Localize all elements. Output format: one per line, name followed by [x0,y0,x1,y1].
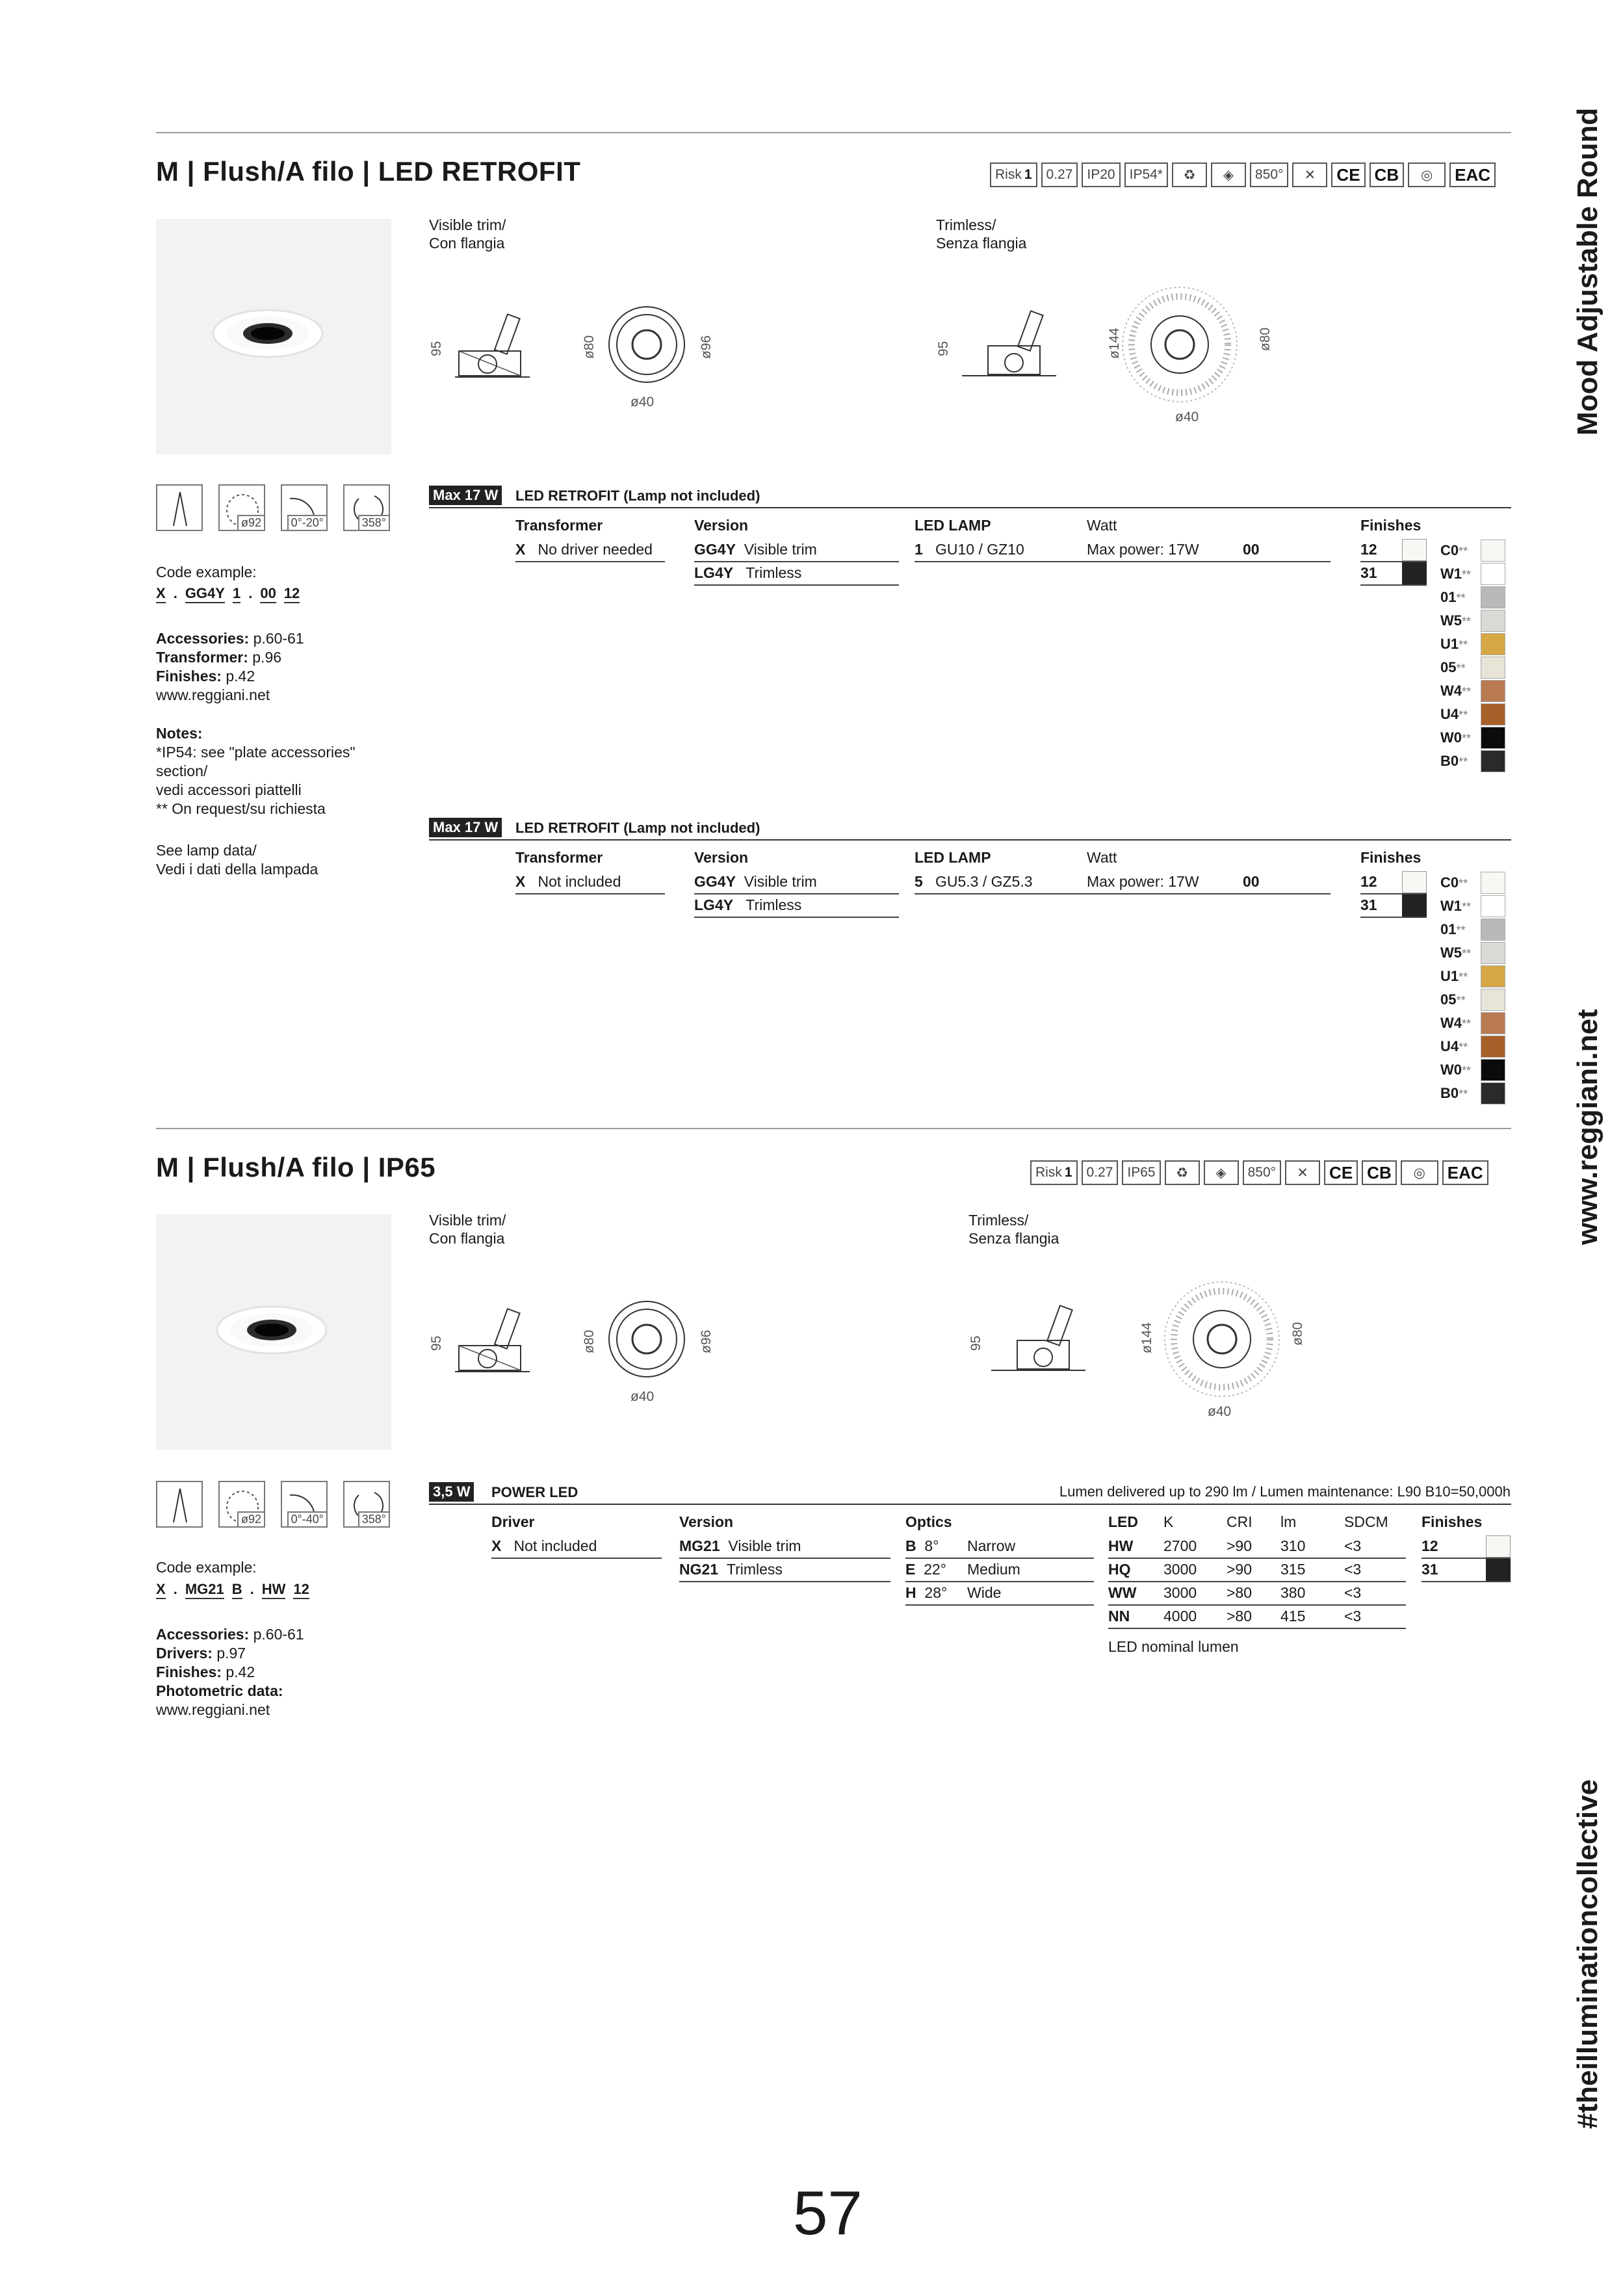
trimless-front-drawing [1118,283,1241,406]
t2-lamp: 5 GU5.3 / GZ5.3 [915,873,1033,890]
t3-led-0: HW [1108,1537,1134,1554]
finish-05: 05** [1440,656,1505,679]
t1-version-1: LG4Y Trimless [694,564,802,581]
finish-c0: C0** [1440,871,1505,894]
section1-top-rule [156,132,1511,133]
t2-h-finishes: Finishes [1360,849,1422,866]
rotation-icon: 358° [343,484,390,531]
finish-w5: W5** [1440,941,1505,965]
t3-h-version: Version [679,1513,734,1530]
t2-transformer: X Not included [515,873,621,890]
t2-h-version: Version [694,849,749,866]
dim-d80b: ø80 [1290,1322,1305,1346]
t3-h-k: K [1163,1513,1174,1530]
dim-d144: ø144 [1107,328,1122,359]
t3-led-3-cri: >80 [1227,1608,1253,1624]
sidebar-website: www.reggiani.net [1572,1009,1604,1245]
t3-led-0-cri: >90 [1227,1537,1253,1554]
table2-title: LED RETROFIT (Lamp not included) [515,820,760,836]
code-example-label: Code example: [156,1559,257,1576]
section1-lamp-data: See lamp data/ Vedi i dati della lampada [156,842,318,878]
section2-refs: Accessories: p.60-61 Drivers: p.97 Finishes: p.42 Photometric data: www.reggiani.net [156,1626,304,1718]
t3-led-line-2 [1108,1604,1406,1606]
code-example: X . MG21 B . HW 12 [156,1581,309,1599]
t3-led-2-cri: >80 [1227,1584,1253,1601]
t1-watt: Max power: 17W [1087,541,1199,558]
t3-led-3: NN [1108,1608,1130,1624]
sidebar-product-family: Mood Adjustable Round [1572,107,1604,436]
eac-mark: EAC [1449,163,1496,187]
t3-optic-0: B 8° [905,1537,939,1554]
t3-h-driver: Driver [491,1513,535,1530]
front-view-drawing [604,302,689,387]
t3-optic-2: H 28° [905,1584,948,1601]
risk-badge: Risk 1 [1030,1160,1078,1185]
safety-icon: ◎ [1401,1160,1438,1185]
t3-led-1: HQ [1108,1561,1131,1578]
t3-led-3-k: 4000 [1163,1608,1197,1624]
ip-badge: IP65 [1122,1160,1160,1185]
no-insulation-icon: ✕ [1292,163,1327,187]
eac-mark: EAC [1442,1160,1488,1185]
t2-lamp-line [915,893,1331,894]
t3-led-line-1 [1108,1581,1406,1582]
finish-01: 01** [1440,586,1505,609]
t2-finish-line-1 [1360,917,1427,918]
recycle-icon: ♻ [1172,163,1207,187]
t1-watt-code: 00 [1243,541,1260,558]
ce-mark: CE [1331,163,1365,187]
t1-h-watt: Watt [1087,517,1117,534]
t1-h-finishes: Finishes [1360,517,1422,534]
section2-product-photo [156,1214,391,1450]
t3-version-1: NG21 Trimless [679,1561,783,1578]
t3-led-0-sdcm: <3 [1344,1537,1362,1554]
table3-badge: 3,5 W [429,1482,474,1502]
t1-version-line-1 [694,584,899,586]
risk-badge: Risk 1 [990,163,1037,187]
t2-watt-code: 00 [1243,873,1260,890]
t3-optic-1: E 22° [905,1561,946,1578]
t2-finish-31: 31 [1360,896,1377,913]
t1-h-lamp: LED LAMP [915,517,991,534]
t1-swatch-white [1402,539,1427,561]
t2-version-0: GG4Y Visible trim [694,873,817,890]
ce-mark: CE [1324,1160,1358,1185]
t1-version-0: GG4Y Visible trim [694,541,817,558]
dim-d40: ø40 [630,395,655,410]
t3-led-3-lm: 415 [1280,1608,1306,1624]
section2-top-rule [156,1128,1511,1129]
trimless-label: Trimless/ Senza flangia [968,1212,1059,1247]
cb-mark: CB [1362,1160,1397,1185]
trimless-front-drawing [1160,1277,1284,1401]
page-number: 57 [793,2178,863,2248]
table2-rule [429,839,1511,841]
t3-h-finishes: Finishes [1422,1513,1483,1530]
t2-h-lamp: LED LAMP [915,849,991,866]
t3-optic-2-desc: Wide [967,1584,1002,1601]
tilt-icon: 0°-40° [281,1481,328,1528]
dim-height: 95 [429,341,444,356]
t3-version-0: MG21 Visible trim [679,1537,801,1554]
dim-d40b: ø40 [1208,1404,1232,1419]
t1-transformer: X No driver needed [515,541,653,558]
t3-swatch-black [1486,1559,1511,1581]
section1-cert-row [990,163,1496,187]
weight-badge: 0.27 [1041,163,1078,187]
dim-d144: ø144 [1139,1322,1154,1353]
tilt-icon: 0°-20° [281,484,328,531]
t3-led-1-k: 3000 [1163,1561,1197,1578]
t3-optic-line-1 [905,1581,1094,1582]
t1-lamp: 1 GU10 / GZ10 [915,541,1024,558]
lumen-note: Lumen delivered up to 290 lm / Lumen maintenance: L90 B10=50,000h [1059,1483,1511,1500]
t3-optic-0-desc: Narrow [967,1537,1016,1554]
t3-optic-line-0 [905,1558,1094,1559]
table1-title: LED RETROFIT (Lamp not included) [515,488,760,504]
t3-led-3-sdcm: <3 [1344,1608,1362,1624]
visible-trim-label: Visible trim/ Con flangia [429,1212,506,1247]
trimless-side-drawing [962,306,1059,380]
t3-swatch-white [1486,1535,1511,1558]
finishes-list-2 [1440,871,1505,1105]
dim-d80: ø80 [582,335,597,359]
section1-notes: Notes: *IP54: see "plate accessories" section/ vedi accessori piattelli ** On request/su richiesta [156,725,356,817]
finish-u1: U1** [1440,965,1505,988]
finish-01: 01** [1440,918,1505,941]
finish-w5: W5** [1440,609,1505,633]
finish-05: 05** [1440,988,1505,1011]
t3-led-1-cri: >90 [1227,1561,1253,1578]
t3-h-lm: lm [1280,1513,1297,1530]
finish-w1: W1** [1440,562,1505,586]
table1-rule [429,507,1511,508]
class-icon: ◈ [1204,1160,1239,1185]
t3-led-note: LED nominal lumen [1108,1638,1239,1655]
t3-led-2-sdcm: <3 [1344,1584,1362,1601]
t3-finish-12: 12 [1422,1537,1438,1554]
recycle-icon: ♻ [1165,1160,1200,1185]
t2-watt: Max power: 17W [1087,873,1199,890]
t3-finish-31: 31 [1422,1561,1438,1578]
t3-led-line-3 [1108,1628,1406,1629]
t2-swatch-white [1402,871,1427,893]
class-icon: ◈ [1211,163,1246,187]
t2-h-transformer: Transformer [515,849,603,866]
finish-w4: W4** [1440,679,1505,703]
table3-rule [429,1504,1511,1505]
downlight-photo-icon [156,219,391,454]
finish-u4: U4** [1440,1035,1505,1058]
t3-h-sdcm: SDCM [1344,1513,1388,1530]
finish-b0: B0** [1440,1082,1505,1105]
dim-d80b: ø80 [1258,327,1273,351]
visible-trim-label: Visible trim/ Con flangia [429,216,506,252]
code-example-label: Code example: [156,564,257,581]
dim-height-2: 95 [936,341,951,356]
t2-h-watt: Watt [1087,849,1117,866]
t3-led-1-lm: 315 [1280,1561,1306,1578]
side-view-drawing [448,1300,539,1375]
t1-lamp-line [915,561,1331,562]
t3-driver: X Not included [491,1537,597,1554]
cb-mark: CB [1370,163,1405,187]
t3-led-line-0 [1108,1558,1406,1559]
downlight-photo-icon [156,1214,391,1450]
table3-title: POWER LED [491,1484,578,1500]
trimless-side-drawing [991,1300,1089,1375]
section1-refs: Accessories: p.60-61 Transformer: p.96 Finishes: p.42 www.reggiani.net [156,630,304,703]
t3-led-2-lm: 380 [1280,1584,1306,1601]
t1-h-transformer: Transformer [515,517,603,534]
finishes-list-1 [1440,539,1505,773]
t3-led-1-sdcm: <3 [1344,1561,1362,1578]
no-insulation-icon: ✕ [1285,1160,1320,1185]
ip54-badge: IP54* [1124,163,1168,187]
t1-finish-31: 31 [1360,564,1377,581]
t3-version-line-0 [679,1558,890,1559]
temp-badge: 850° [1243,1160,1281,1185]
t3-optic-1-desc: Medium [967,1561,1020,1578]
finish-w0: W0** [1440,1058,1505,1082]
t2-transformer-line [515,893,665,894]
t1-finish-line-1 [1360,584,1427,586]
finish-u4: U4** [1440,703,1505,726]
t3-led-0-lm: 310 [1280,1537,1306,1554]
beam-diameter-icon: ø92 [218,484,265,531]
t2-version-1: LG4Y Trimless [694,896,802,913]
t2-finish-12: 12 [1360,873,1377,890]
finish-w0: W0** [1440,726,1505,750]
t1-transformer-line [515,561,665,562]
t1-swatch-black [1402,562,1427,584]
t2-version-line-1 [694,917,899,918]
t3-h-cri: CRI [1227,1513,1253,1530]
weight-badge: 0.27 [1082,1160,1119,1185]
t2-swatch-black [1402,894,1427,917]
beam-angle-icon [156,484,203,531]
t1-h-version: Version [694,517,749,534]
section2-title: M | Flush/A filo | IP65 [156,1152,436,1182]
dim-height-2: 95 [968,1335,983,1351]
side-view-drawing [448,306,539,380]
front-view-drawing [604,1297,689,1381]
t3-driver-line [491,1558,662,1559]
finish-w1: W1** [1440,894,1505,918]
section1-title: M | Flush/A filo | LED RETROFIT [156,156,581,187]
dim-height: 95 [429,1335,444,1351]
dim-d96: ø96 [699,335,714,359]
t3-led-0-k: 2700 [1163,1537,1197,1554]
finish-u1: U1** [1440,633,1505,656]
dim-d40: ø40 [630,1389,655,1404]
temp-badge: 850° [1250,163,1288,187]
t3-h-led: LED [1108,1513,1138,1530]
dim-d40b: ø40 [1175,410,1199,424]
t3-finish-line-1 [1422,1581,1511,1582]
dim-d96: ø96 [699,1329,714,1353]
table2-badge: Max 17 W [429,818,502,837]
safety-icon: ◎ [1408,163,1446,187]
dim-d80: ø80 [582,1329,597,1353]
sidebar-hashtag: #theilluminationcollective [1572,1779,1604,2129]
section1-product-photo [156,219,391,454]
finish-c0: C0** [1440,539,1505,562]
section2-cert-row [1030,1160,1488,1185]
beam-angle-icon [156,1481,203,1528]
t3-optic-line-2 [905,1604,1094,1606]
t2-version-line-0 [694,893,899,894]
code-example: X . GG4Y 1 . 00 12 [156,585,300,603]
t3-version-line-1 [679,1581,890,1582]
t1-version-line-0 [694,561,899,562]
finish-w4: W4** [1440,1011,1505,1035]
trimless-label: Trimless/ Senza flangia [936,216,1027,252]
rotation-icon: 358° [343,1481,390,1528]
t1-finish-12: 12 [1360,541,1377,558]
t3-led-2-k: 3000 [1163,1584,1197,1601]
table1-badge: Max 17 W [429,486,502,505]
t3-led-2: WW [1108,1584,1137,1601]
t3-h-optics: Optics [905,1513,952,1530]
ip-badge: IP20 [1082,163,1120,187]
finish-b0: B0** [1440,750,1505,773]
beam-diameter-icon: ø92 [218,1481,265,1528]
